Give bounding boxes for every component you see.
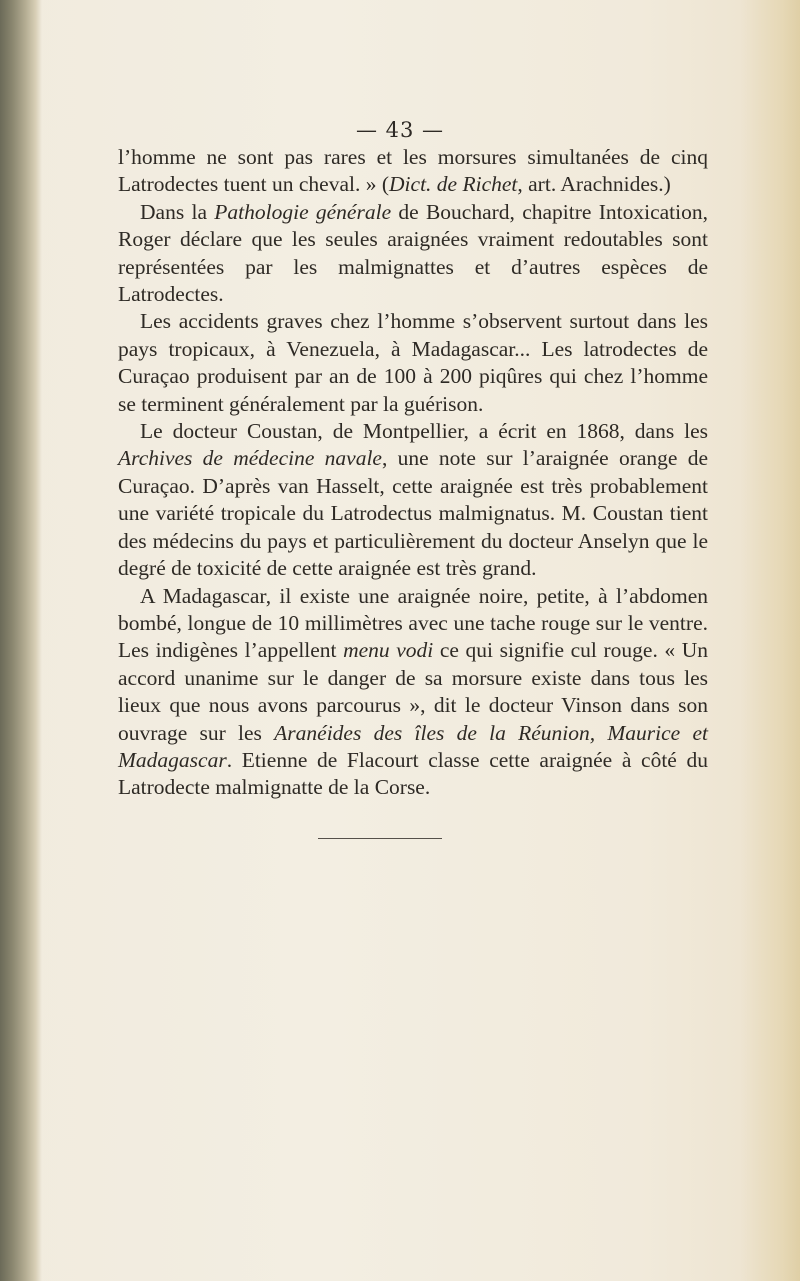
text-run: , une note sur l’araignée orange de Curaçao. D’après van Hasselt, cette araignée est très probablement une variété tropicale du Latrodectus malmignatus. M. Coustan tient des médecins du pays et particulièrement du docteur Anselyn que le degré de toxicité de cette araignée est très grand. bbox=[118, 446, 708, 581]
italic-text: Aranéides des îles de la Réunion, Maurice et Madagascar bbox=[118, 720, 708, 772]
end-rule bbox=[318, 838, 442, 839]
italic-text: Archives de médecine navale bbox=[118, 446, 382, 471]
body-text bbox=[118, 144, 708, 802]
paragraph bbox=[118, 144, 708, 199]
italic-text: menu vodi bbox=[343, 638, 434, 663]
italic-text: Dict. de Richet bbox=[389, 172, 518, 197]
page-gutter-shadow bbox=[0, 0, 42, 1281]
text-run: de Bouchard, chapitre Intoxication, Roger déclare que les seules araignées vraiment redoutables sont représentées par les malmignattes et d’autres espèces de Latrodectes. bbox=[118, 199, 708, 307]
text-run: l’homme ne sont pas rares et les morsures simultanées de cinq Latrodectes tuent un cheval. » ( bbox=[118, 145, 708, 197]
text-run: Le docteur Coustan, de Montpellier, a écrit en 1868, dans les bbox=[140, 419, 708, 444]
page-number: — 43 — bbox=[355, 118, 445, 142]
paragraph bbox=[118, 199, 708, 309]
paragraph bbox=[118, 583, 708, 802]
text-run: Dans la bbox=[140, 199, 215, 224]
text-run: , art. Arachnides.) bbox=[517, 172, 671, 197]
text-run: ce qui signifie cul rouge. « Un accord unanime sur le danger de sa morsure existe dans tous les lieux que nous avons parcourus », dit le docteur Vinson dans son ouvrage sur les bbox=[118, 638, 708, 745]
paragraph bbox=[118, 418, 708, 582]
text-run: A Madagascar, il existe une araignée noire, petite, à l’abdomen bombé, longue de 10 millimètres avec une tache rouge sur le ventre. Les indigènes l’appellent bbox=[118, 583, 708, 663]
italic-text: Pathologie générale bbox=[214, 199, 392, 224]
text-run: . Etienne de Flacourt classe cette araignée à côté du Latrodecte malmignatte de la Corse. bbox=[118, 747, 708, 800]
paragraph bbox=[118, 308, 708, 418]
page-edge-stain bbox=[740, 0, 800, 1281]
text-run: Les accidents graves chez l’homme s’observent surtout dans les pays tropicaux, à Venezuela, à Madagascar... Les latrodectes de Curaçao produisent par an de 100 à 200 piqûres qui chez l’homme se terminent généralement par la guérison. bbox=[118, 309, 708, 416]
